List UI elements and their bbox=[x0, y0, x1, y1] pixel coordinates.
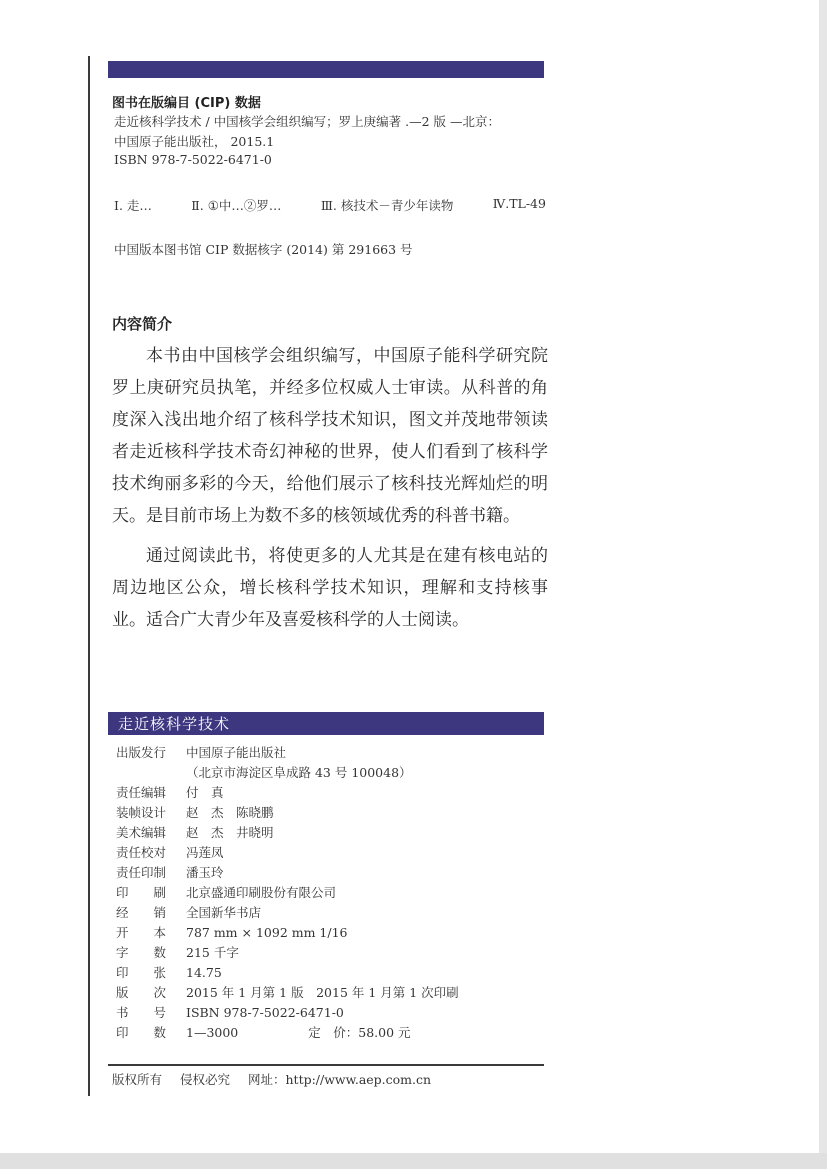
pub-label: 责任校对 bbox=[116, 845, 167, 860]
cip-classification bbox=[114, 196, 546, 214]
pub-value: 787 mm × 1092 mm 1/16 bbox=[186, 924, 348, 940]
pub-label: 印 张 bbox=[116, 965, 167, 980]
pub-label: 出版发行 bbox=[116, 745, 167, 760]
left-margin-rule bbox=[88, 56, 90, 1096]
pub-row bbox=[116, 862, 546, 882]
pub-label: 印 刷 bbox=[116, 885, 167, 900]
pub-row bbox=[116, 1002, 546, 1022]
cip-verification: 中国版本图书馆 CIP 数据核字 (2014) 第 291663 号 bbox=[114, 242, 413, 257]
pub-row bbox=[116, 822, 546, 842]
pub-value: 1—3000 bbox=[186, 1024, 239, 1040]
pub-value: 14.75 bbox=[186, 964, 222, 980]
pub-label: 装帧设计 bbox=[116, 805, 167, 820]
pub-row bbox=[116, 782, 546, 802]
pub-row bbox=[116, 882, 546, 902]
pub-value: 冯莲凤 bbox=[186, 845, 224, 860]
cip-index-1: Ⅰ. 走… bbox=[114, 198, 152, 213]
pub-value: 付 真 bbox=[186, 785, 224, 800]
pub-row bbox=[116, 942, 546, 962]
pub-row bbox=[116, 842, 546, 862]
summary-heading: 内容简介 bbox=[112, 315, 173, 333]
pub-row bbox=[116, 802, 546, 822]
pub-label: 美术编辑 bbox=[116, 825, 167, 840]
summary-paragraph-1: 本书由中国核学会组织编写，中国原子能科学研究院罗上庚研究员执笔，并经多位权威人士审读。从科普的角度深入浅出地介绍了核科学技术知识，图文并茂地带领读者走近核科学技术奇幻神秘的世界，使人们看到了核科学技术绚丽多彩的今天，给他们展示了核科技光辉灿烂的明天。是目前市场上为数不多的核领域优秀的科普书籍。 bbox=[112, 346, 548, 526]
pub-row bbox=[116, 902, 546, 922]
pub-label: 责任印制 bbox=[116, 865, 167, 880]
pub-row bbox=[116, 982, 546, 1002]
pub-value: 北京盛通印刷股份有限公司 bbox=[186, 885, 337, 900]
pub-value: 2015 年 1 月第 1 版 2015 年 1 月第 1 次印刷 bbox=[186, 985, 459, 1000]
pub-label: 印 数 bbox=[116, 1025, 167, 1040]
scan-bottom-edge bbox=[0, 1153, 827, 1169]
cip-line-1: 走近核科学技术 / 中国核学会组织编写；罗上庚编著 .—2 版 —北京： bbox=[114, 114, 501, 129]
cip-index-4: Ⅳ.TL-49 bbox=[492, 196, 546, 211]
pub-row bbox=[116, 1022, 546, 1042]
cip-header-bar bbox=[108, 61, 544, 78]
publication-info-table bbox=[116, 742, 546, 1042]
scan-right-edge bbox=[819, 0, 827, 1169]
pub-value: （北京市海淀区阜成路 43 号 100048） bbox=[186, 765, 412, 780]
pub-value: 215 千字 bbox=[186, 945, 239, 960]
footer bbox=[112, 1070, 445, 1088]
summary-body bbox=[112, 340, 548, 644]
pub-row bbox=[116, 762, 546, 782]
pub-label: 字 数 bbox=[116, 945, 167, 960]
pub-row bbox=[116, 742, 546, 762]
pub-label: 开 本 bbox=[116, 925, 167, 940]
cip-index-2: Ⅱ. ①中…②罗… bbox=[191, 198, 282, 213]
pub-row bbox=[116, 962, 546, 982]
copyright-notice: 版权所有 bbox=[112, 1072, 163, 1087]
pub-label: 版 次 bbox=[116, 985, 167, 1000]
cip-line-2: 中国原子能出版社， 2015.1 bbox=[114, 134, 275, 149]
pub-value: 赵 杰 陈晓鹏 bbox=[186, 805, 274, 820]
cip-index-3: Ⅲ. 核技术－青少年读物 bbox=[320, 198, 454, 213]
book-title: 走近核科学技术 bbox=[118, 715, 231, 733]
pub-value: 全国新华书店 bbox=[186, 905, 262, 920]
cip-title: 图书在版编目 (CIP) 数据 bbox=[112, 96, 261, 111]
summary-paragraph-2: 通过阅读此书，将使更多的人尤其是在建有核电站的周边地区公众，增长核科学技术知识，理解和支持核事业。适合广大青少年及喜爱核科学的人士阅读。 bbox=[112, 546, 548, 630]
pub-label: 书 号 bbox=[116, 1005, 167, 1020]
pub-value: 赵 杰 井晓明 bbox=[186, 825, 274, 840]
pub-value: 中国原子能出版社 bbox=[186, 745, 287, 760]
price: 定 价：58.00 元 bbox=[308, 1025, 411, 1040]
piracy-notice: 侵权必究 bbox=[180, 1072, 231, 1087]
website-link: 网址：http://www.aep.com.cn bbox=[248, 1072, 432, 1087]
pub-label: 责任编辑 bbox=[116, 785, 167, 800]
pub-value: 潘玉玲 bbox=[186, 865, 224, 880]
pub-value: ISBN 978-7-5022-6471-0 bbox=[186, 1004, 344, 1020]
cip-isbn: ISBN 978-7-5022-6471-0 bbox=[114, 152, 272, 167]
pub-label: 经 销 bbox=[116, 905, 167, 920]
footer-rule bbox=[108, 1064, 544, 1066]
pub-row bbox=[116, 922, 546, 942]
